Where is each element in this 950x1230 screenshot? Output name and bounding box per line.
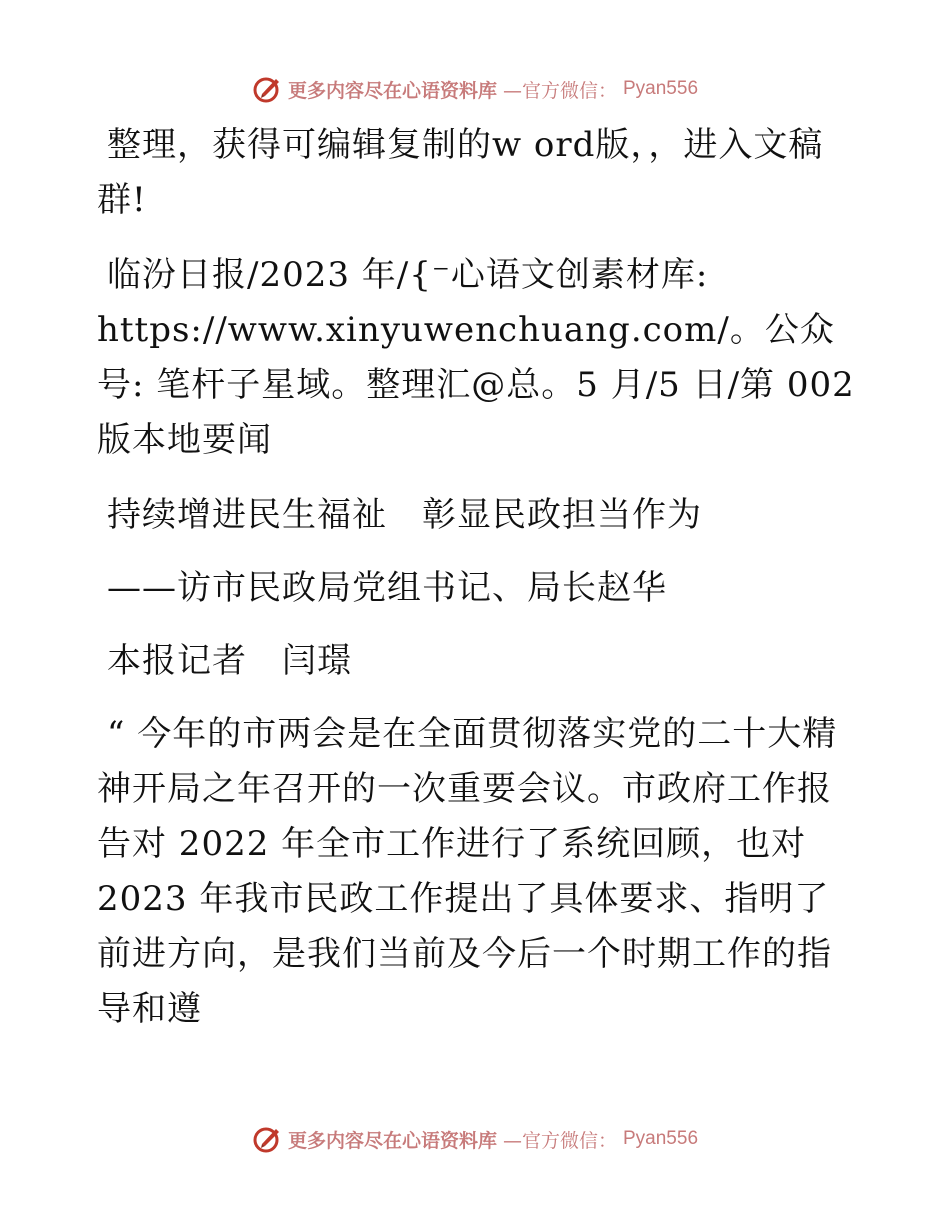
reporter-label: 本报记者 <box>107 641 282 681</box>
banner-main-text: 更多内容尽在心语资料库 <box>287 1129 497 1152</box>
banner-wechat-id: Pyan556 <box>623 78 699 99</box>
footer-banner <box>0 1122 950 1156</box>
quill-pen-logo-icon <box>252 74 282 104</box>
header-banner <box>0 72 950 106</box>
banner-main-text: 更多内容尽在心语资料库 <box>287 79 497 102</box>
body-paragraph: “ 今年的市两会是在全面贯彻落实党的二十大精神开局之年召开的一次重要会议。市政府工作报告对 2022 年全市工作进行了系统回顾，也对 2023 年我市民政工作提出了具体要求、指明了前进方向，是我们当前及今后一个时期工作的指导和遵 <box>97 714 838 1029</box>
intro-paragraph: 整理，获得可编辑复制的w ord版，，进入文稿群! <box>97 125 824 220</box>
banner-official-text: —官方微信： <box>502 1129 617 1152</box>
reporter-name: 闫璟 <box>282 641 352 681</box>
reporter-line <box>97 634 857 689</box>
banner-wechat-id: Pyan556 <box>623 1128 699 1149</box>
source-paragraph: 临汾日报/2023 年/{⁻心语文创素材库: https://www.xinyuwenchuang.com/。公众号: 笔杆子星域。整理汇@总。5 月/5 日/第 002 版本地要闻 <box>97 255 855 460</box>
article-subtitle: ——访市民政局党组书记、局长赵华 <box>107 568 667 608</box>
article-title: 持续增进民生福祉 彰显民政担当作为 <box>107 495 702 535</box>
document-body <box>97 118 857 1057</box>
banner-official-text: —官方微信： <box>502 79 617 102</box>
quill-pen-logo-icon <box>252 1124 282 1154</box>
